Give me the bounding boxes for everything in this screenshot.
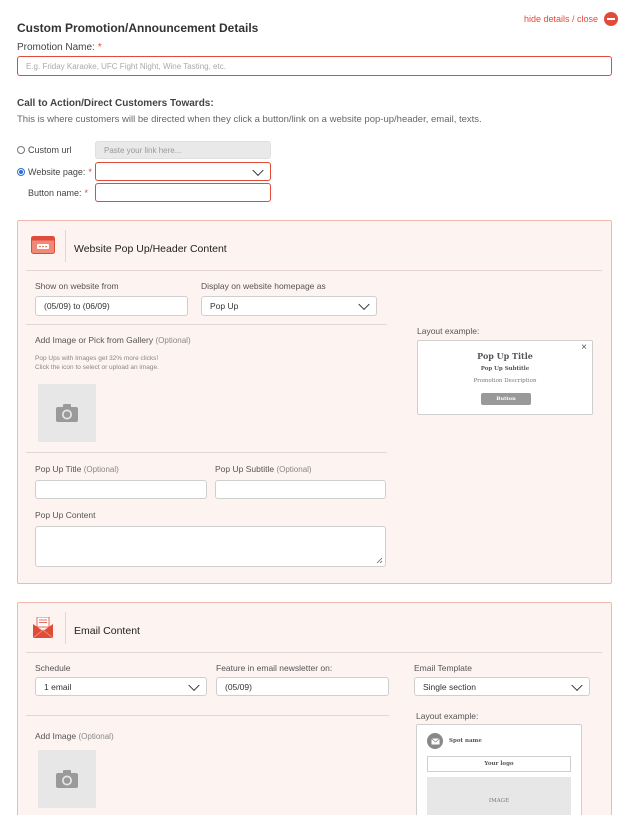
email-panel-title: Email Content: [74, 625, 140, 637]
popup-subtitle-input[interactable]: [215, 480, 386, 499]
preview-spot-name: Spot name: [449, 738, 482, 744]
image-note-2: Click the icon to select or upload an image.: [35, 364, 159, 371]
popup-layout-label: Layout example:: [417, 326, 480, 336]
custom-url-input[interactable]: Paste your link here...: [95, 141, 271, 159]
email-add-image-label: Add Image (Optional): [35, 731, 114, 741]
display-as-label: Display on website homepage as: [201, 281, 326, 291]
popup-title-input[interactable]: [35, 480, 207, 499]
preview-title: Pop Up Title: [477, 351, 533, 361]
button-name-label: Button name: *: [28, 188, 89, 198]
email-layout-label: Layout example:: [416, 711, 479, 721]
section-title: Custom Promotion/Announcement Details: [17, 21, 259, 35]
show-from-input[interactable]: (05/09) to (06/09): [35, 296, 188, 316]
feature-label: Feature in email newsletter on:: [216, 663, 333, 673]
chevron-down-icon: [571, 679, 582, 690]
template-label: Email Template: [414, 663, 472, 673]
popup-inner-divider-1: [26, 324, 387, 325]
chevron-down-icon: [252, 164, 263, 175]
promotion-name-label: Promotion Name: *: [17, 42, 102, 53]
schedule-label: Schedule: [35, 663, 71, 673]
popup-header-separator: [65, 230, 66, 262]
cta-description: This is where customers will be directed when they click a button/link on a website pop-up/header, email, texts.: [17, 114, 482, 125]
email-layout-preview: [416, 724, 582, 815]
popup-panel-icon: [31, 236, 55, 254]
chevron-down-icon: [188, 679, 199, 690]
camera-icon: [56, 770, 78, 788]
feature-date-input[interactable]: (05/09): [216, 677, 389, 696]
schedule-select[interactable]: 1 email: [35, 677, 207, 696]
preview-envelope-icon: [427, 733, 443, 749]
camera-icon: [56, 404, 78, 422]
template-select[interactable]: Single section: [414, 677, 590, 696]
popup-subtitle-label: Pop Up Subtitle (Optional): [215, 464, 312, 474]
email-header-separator: [65, 612, 66, 644]
button-name-input[interactable]: [95, 183, 271, 202]
image-note-1: Pop Ups with Images get 32% more clicks!: [35, 355, 159, 362]
popup-layout-preview: [417, 340, 593, 415]
preview-button: Button: [481, 393, 531, 405]
popup-content-textarea[interactable]: [35, 526, 386, 567]
popup-panel-title: Website Pop Up/Header Content: [74, 243, 227, 255]
preview-subtitle: Pop Up Subtitle: [480, 366, 530, 372]
hide-details-label: hide details / close: [524, 14, 599, 24]
popup-title-label: Pop Up Title (Optional): [35, 464, 119, 474]
email-image-upload[interactable]: [38, 750, 96, 808]
preview-description: Promotion Description: [473, 378, 537, 384]
popup-content-label: Pop Up Content: [35, 510, 96, 520]
hide-details-link[interactable]: [524, 12, 618, 26]
display-as-select[interactable]: Pop Up: [201, 296, 377, 316]
close-minus-icon[interactable]: [604, 12, 618, 26]
email-header-divider: [26, 652, 602, 653]
email-envelope-icon: [33, 617, 53, 638]
website-page-radio[interactable]: [17, 168, 25, 176]
website-page-select[interactable]: [95, 162, 271, 181]
custom-url-option[interactable]: [17, 145, 72, 155]
email-inner-divider: [26, 715, 389, 716]
promotion-name-input[interactable]: E.g. Friday Karaoke, UFC Fight Night, Wine Tasting, etc.: [17, 56, 612, 76]
custom-url-label: Custom url: [28, 145, 72, 155]
resize-handle-icon[interactable]: [376, 557, 383, 564]
popup-image-upload[interactable]: [38, 384, 96, 442]
popup-inner-divider-2: [26, 452, 387, 453]
show-from-label: Show on website from: [35, 281, 119, 291]
custom-url-radio[interactable]: [17, 146, 25, 154]
website-page-option[interactable]: Website page: *: [17, 167, 92, 177]
website-page-label: Website page:: [28, 167, 86, 177]
cta-title: Call to Action/Direct Customers Towards:: [17, 98, 214, 109]
chevron-down-icon: [358, 299, 369, 310]
popup-header-divider: [26, 270, 602, 271]
preview-image: IMAGE: [427, 777, 571, 815]
preview-close-icon: ×: [581, 342, 587, 353]
add-image-label: Add Image or Pick from Gallery (Optional): [35, 335, 191, 345]
preview-logo: Your logo: [427, 756, 571, 772]
